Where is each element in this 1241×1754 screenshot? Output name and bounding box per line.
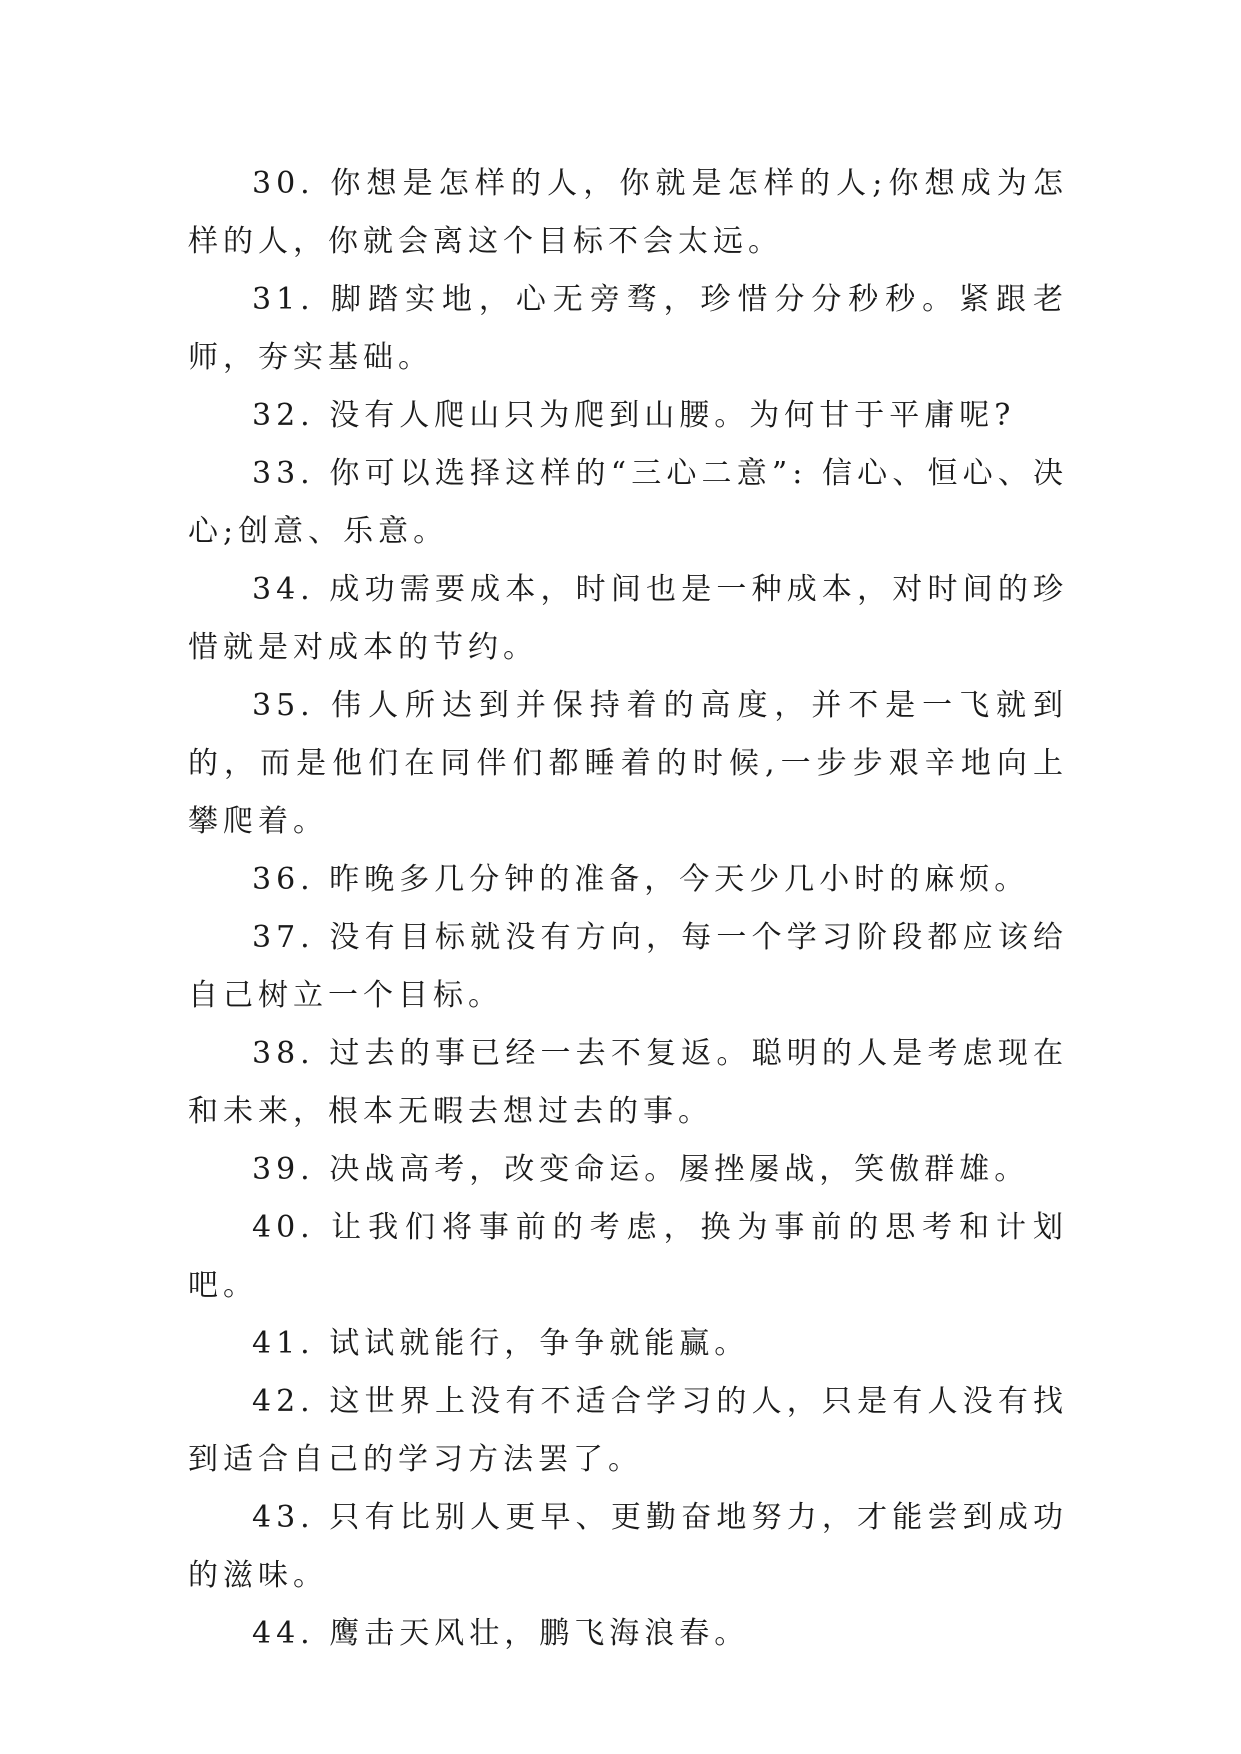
paragraph-30: 30. 你想是怎样的人，你就是怎样的人;你想成为怎样的人，你就会离这个目标不会太远。	[188, 166, 1068, 259]
paragraph-34: 34. 成功需要成本，时间也是一种成本，对时间的珍惜就是对成本的节约。	[188, 572, 1068, 665]
paragraph-41: 41. 试试就能行，争争就能赢。	[252, 1326, 750, 1361]
paragraph-44: 44. 鹰击天风壮，鹏飞海浪春。	[252, 1616, 750, 1651]
paragraph-35: 35. 伟人所达到并保持着的高度，并不是一飞就到的，而是他们在同伴们都睡着的时候,一步步艰辛地向上攀爬着。	[188, 688, 1068, 839]
paragraph-31: 31. 脚踏实地，心无旁骛，珍惜分分秒秒。紧跟老师，夯实基础。	[188, 282, 1068, 375]
paragraph-32: 32. 没有人爬山只为爬到山腰。为何甘于平庸呢?	[252, 398, 1016, 433]
paragraph-43: 43. 只有比别人更早、更勤奋地努力，才能尝到成功的滋味。	[188, 1500, 1068, 1593]
paragraph-37: 37. 没有目标就没有方向，每一个学习阶段都应该给自己树立一个目标。	[188, 920, 1068, 1013]
paragraph-39: 39. 决战高考，改变命运。屡挫屡战，笑傲群雄。	[252, 1152, 1030, 1187]
paragraph-42: 42. 这世界上没有不适合学习的人，只是有人没有找到适合自己的学习方法罢了。	[188, 1384, 1068, 1477]
document-body	[188, 155, 1068, 1663]
paragraph-36: 36. 昨晚多几分钟的准备，今天少几小时的麻烦。	[252, 862, 1030, 897]
paragraph-33: 33. 你可以选择这样的“三心二意”: 信心、恒心、决心;创意、乐意。	[188, 456, 1068, 549]
paragraph-40: 40. 让我们将事前的考虑，换为事前的思考和计划吧。	[188, 1210, 1068, 1303]
paragraph-38: 38. 过去的事已经一去不复返。聪明的人是考虑现在和未来，根本无暇去想过去的事。	[188, 1036, 1068, 1129]
